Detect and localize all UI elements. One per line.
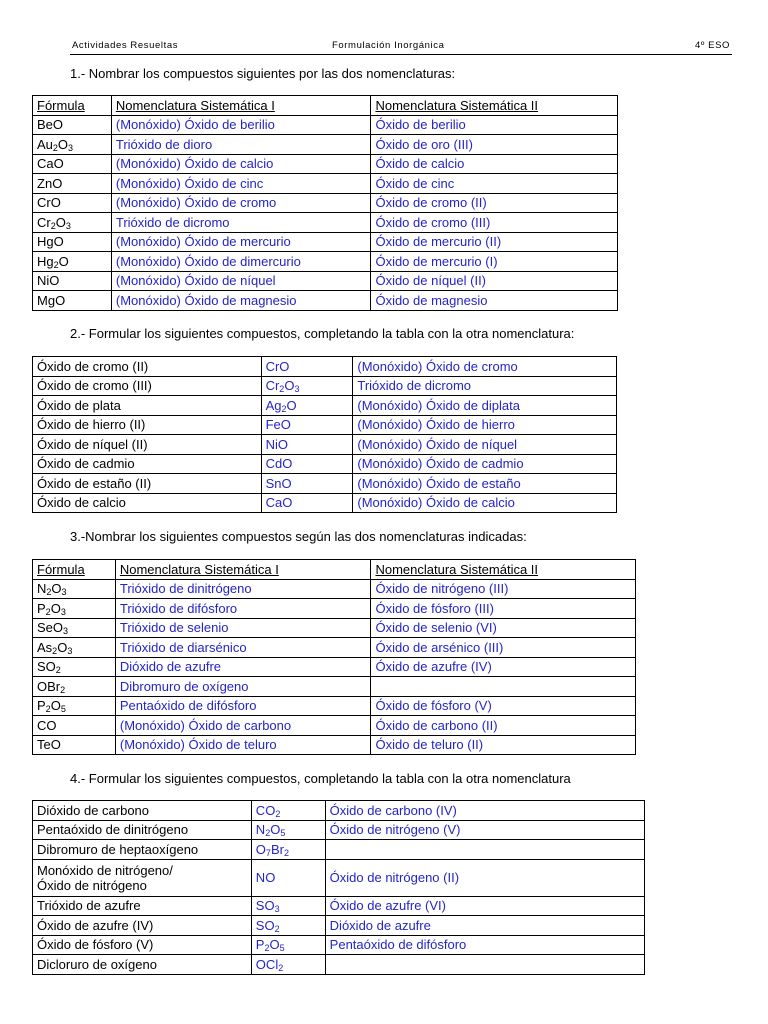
q4-name-cell: Óxido de azufre (IV) <box>33 916 252 936</box>
q1-nom1-cell: Trióxido de dicromo <box>111 213 371 233</box>
q3-nom1-cell: Trióxido de selenio <box>115 618 371 638</box>
table-row <box>33 474 617 494</box>
q4-name-cell: Trióxido de azufre <box>33 896 252 916</box>
table-row <box>33 357 617 377</box>
q1-header-nom1: Nomenclatura Sistemática I <box>111 96 371 116</box>
q3-nom1-cell: Trióxido de diarsénico <box>115 638 371 658</box>
table-row <box>33 716 636 736</box>
q2-formula-cell: CrO <box>261 357 353 377</box>
table-row <box>33 454 617 474</box>
q2-formula-cell: $Ag_2O$ <box>261 396 353 416</box>
q4-name-cell: Dibromuro de heptaoxígeno <box>33 840 252 860</box>
table-row <box>33 213 618 233</box>
header-right: 4º ESO <box>694 40 730 51</box>
q2-name-cell: Óxido de hierro (II) <box>33 415 262 435</box>
table-row <box>33 493 617 513</box>
q2-formula-cell: FeO <box>261 415 353 435</box>
table-row <box>33 618 636 638</box>
q1-nom2-cell: Óxido de oro (III) <box>371 135 618 155</box>
q1-nom1-cell: (Monóxido) Óxido de níquel <box>111 271 371 291</box>
table-row <box>33 135 618 155</box>
table-row <box>33 174 618 194</box>
q4-table <box>32 800 645 975</box>
table-row <box>33 955 645 975</box>
q4-other-cell: Pentaóxido de difósforo <box>325 935 644 955</box>
q3-header-nom1: Nomenclatura Sistemática I <box>115 560 371 580</box>
q2-formula-cell: NiO <box>261 435 353 455</box>
q3-formula-cell: $As_2O_3$ <box>33 638 116 658</box>
q1-formula-cell: $Cr_2O_3$ <box>33 213 112 233</box>
q2-other-cell: (Monóxido) Óxido de cromo <box>353 357 617 377</box>
q4-name-cell: Óxido de fósforo (V) <box>33 935 252 955</box>
q1-title: 1.- Nombrar los compuestos siguientes por las dos nomenclaturas: <box>70 66 456 81</box>
q1-formula-cell: CrO <box>33 193 112 213</box>
q2-formula-cell: CaO <box>261 493 353 513</box>
q1-nom2-cell: Óxido de níquel (II) <box>371 271 618 291</box>
table-row <box>33 271 618 291</box>
q1-formula-cell: NiO <box>33 271 112 291</box>
q1-nom1-cell: (Monóxido) Óxido de cromo <box>111 193 371 213</box>
q1-nom1-cell: Trióxido de dioro <box>111 135 371 155</box>
q1-nom1-cell: (Monóxido) Óxido de calcio <box>111 154 371 174</box>
q3-nom2-cell <box>371 677 636 697</box>
table-row <box>33 415 617 435</box>
q2-other-cell: (Monóxido) Óxido de hierro <box>353 415 617 435</box>
q1-nom2-cell: Óxido de cinc <box>371 174 618 194</box>
q3-formula-cell: $SO_2$ <box>33 657 116 677</box>
table-row <box>33 916 645 936</box>
table-row <box>33 820 645 840</box>
q3-nom1-cell: Pentaóxido de difósforo <box>115 696 371 716</box>
q3-nom2-cell: Óxido de fósforo (V) <box>371 696 636 716</box>
q3-formula-cell: CO <box>33 716 116 736</box>
q3-header-nom2: Nomenclatura Sistemática II <box>371 560 636 580</box>
q4-other-cell: Dióxido de azufre <box>325 916 644 936</box>
q2-name-cell: Óxido de níquel (II) <box>33 435 262 455</box>
header-center: Formulación Inorgánica <box>332 40 445 51</box>
q4-formula-cell: $CO_2$ <box>251 801 325 821</box>
q4-name-cell: Dióxido de carbono <box>33 801 252 821</box>
q1-formula-cell: CaO <box>33 154 112 174</box>
q2-formula-cell: CdO <box>261 454 353 474</box>
table-row <box>33 579 636 599</box>
q4-title: 4.- Formular los siguientes compuestos, completando la tabla con la otra nomenclatura <box>70 771 571 786</box>
table-row <box>33 801 645 821</box>
page-header <box>70 40 732 55</box>
q2-name-cell: Óxido de cadmio <box>33 454 262 474</box>
q4-other-cell <box>325 840 644 860</box>
q3-nom1-cell: Dióxido de azufre <box>115 657 371 677</box>
q1-nom2-cell: Óxido de mercurio (II) <box>371 232 618 252</box>
table-row <box>33 232 618 252</box>
q4-formula-cell: OCl$_2$ <box>251 955 325 975</box>
table-row <box>33 115 618 135</box>
q4-name-cell: Dicloruro de oxígeno <box>33 955 252 975</box>
q3-nom2-cell: Óxido de carbono (II) <box>371 716 636 736</box>
table-row <box>33 657 636 677</box>
q2-table <box>32 356 617 513</box>
q3-nom2-cell: Óxido de teluro (II) <box>371 735 636 755</box>
q2-other-cell: Trióxido de dicromo <box>353 376 617 396</box>
q4-formula-cell: $N_2O_5$ <box>251 820 325 840</box>
table-row <box>33 252 618 272</box>
q3-formula-cell: $P_2O_5$ <box>33 696 116 716</box>
q1-nom2-cell: Óxido de calcio <box>371 154 618 174</box>
q4-formula-cell: $SO_3$ <box>251 896 325 916</box>
table-row <box>33 696 636 716</box>
q1-table <box>32 95 618 311</box>
table-row <box>33 677 636 697</box>
q4-formula-cell: $P_2O_5$ <box>251 935 325 955</box>
q1-nom1-cell: (Monóxido) Óxido de dimercurio <box>111 252 371 272</box>
table-row <box>33 154 618 174</box>
q3-title: 3.-Nombrar los siguientes compuestos según las dos nomenclaturas indicadas: <box>70 529 527 544</box>
q3-header-formula: Fórmula <box>33 560 116 580</box>
q1-nom2-cell: Óxido de cromo (III) <box>371 213 618 233</box>
table-row <box>33 638 636 658</box>
q3-nom2-cell: Óxido de fósforo (III) <box>371 599 636 619</box>
q3-formula-cell: $N_2O_3$ <box>33 579 116 599</box>
table-row <box>33 435 617 455</box>
q1-nom1-cell: (Monóxido) Óxido de mercurio <box>111 232 371 252</box>
q4-other-cell <box>325 955 644 975</box>
q1-nom2-cell: Óxido de magnesio <box>371 291 618 311</box>
q1-formula-cell: MgO <box>33 291 112 311</box>
q4-other-cell: Óxido de nitrógeno (II) <box>325 859 644 896</box>
q1-formula-cell: ZnO <box>33 174 112 194</box>
q2-other-cell: (Monóxido) Óxido de calcio <box>353 493 617 513</box>
q1-nom1-cell: (Monóxido) Óxido de berilio <box>111 115 371 135</box>
q4-name-cell: Pentaóxido de dinitrógeno <box>33 820 252 840</box>
table-row <box>33 896 645 916</box>
q2-other-cell: (Monóxido) Óxido de diplata <box>353 396 617 416</box>
q2-formula-cell: SnO <box>261 474 353 494</box>
q2-name-cell: Óxido de estaño (II) <box>33 474 262 494</box>
table-row <box>33 599 636 619</box>
q2-formula-cell: $Cr_2O_3$ <box>261 376 353 396</box>
q1-formula-cell: $Hg_2O$ <box>33 252 112 272</box>
table-row <box>33 840 645 860</box>
q2-title: 2.- Formular los siguientes compuestos, completando la tabla con la otra nomenclatura: <box>70 326 575 341</box>
q3-nom1-cell: Trióxido de dinitrógeno <box>115 579 371 599</box>
table-row <box>33 396 617 416</box>
q3-formula-cell: SeO$_3$ <box>33 618 116 638</box>
q1-nom2-cell: Óxido de mercurio (I) <box>371 252 618 272</box>
header-left: Actividades Resueltas <box>72 40 179 51</box>
q3-formula-cell: $P_2O_3$ <box>33 599 116 619</box>
q2-other-cell: (Monóxido) Óxido de cadmio <box>353 454 617 474</box>
q3-nom2-cell: Óxido de azufre (IV) <box>371 657 636 677</box>
table-row <box>33 193 618 213</box>
q4-formula-cell: NO <box>251 859 325 896</box>
table-row <box>33 859 645 896</box>
q4-formula-cell: $SO_2$ <box>251 916 325 936</box>
q3-nom2-cell: Óxido de selenio (VI) <box>371 618 636 638</box>
q1-header-nom2: Nomenclatura Sistemática II <box>371 96 618 116</box>
q4-other-cell: Óxido de carbono (IV) <box>325 801 644 821</box>
q3-formula-cell: OBr$_2$ <box>33 677 116 697</box>
q4-other-cell: Óxido de nitrógeno (V) <box>325 820 644 840</box>
q1-nom2-cell: Óxido de berilio <box>371 115 618 135</box>
table-row <box>33 376 617 396</box>
q4-formula-cell: $O_7Br_2$ <box>251 840 325 860</box>
q1-formula-cell: HgO <box>33 232 112 252</box>
q4-other-cell: Óxido de azufre (VI) <box>325 896 644 916</box>
q2-name-cell: Óxido de plata <box>33 396 262 416</box>
q2-other-cell: (Monóxido) Óxido de níquel <box>353 435 617 455</box>
q3-nom2-cell: Óxido de arsénico (III) <box>371 638 636 658</box>
q3-nom1-cell: Trióxido de difósforo <box>115 599 371 619</box>
q1-nom1-cell: (Monóxido) Óxido de cinc <box>111 174 371 194</box>
q3-nom2-cell: Óxido de nitrógeno (III) <box>371 579 636 599</box>
q2-name-cell: Óxido de cromo (III) <box>33 376 262 396</box>
q2-name-cell: Óxido de cromo (II) <box>33 357 262 377</box>
table-row <box>33 291 618 311</box>
q2-name-cell: Óxido de calcio <box>33 493 262 513</box>
q4-name-cell: Monóxido de nitrógeno/ Óxido de nitrógeno <box>33 859 252 896</box>
table-row <box>33 735 636 755</box>
q3-nom1-cell: (Monóxido) Óxido de carbono <box>115 716 371 736</box>
q1-header-formula: Fórmula <box>33 96 112 116</box>
q3-nom1-cell: (Monóxido) Óxido de teluro <box>115 735 371 755</box>
table-row <box>33 935 645 955</box>
q3-table <box>32 559 636 755</box>
q1-nom1-cell: (Monóxido) Óxido de magnesio <box>111 291 371 311</box>
q3-nom1-cell: Dibromuro de oxígeno <box>115 677 371 697</box>
q2-other-cell: (Monóxido) Óxido de estaño <box>353 474 617 494</box>
q1-formula-cell: $Au_2O_3$ <box>33 135 112 155</box>
q3-formula-cell: TeO <box>33 735 116 755</box>
q1-nom2-cell: Óxido de cromo (II) <box>371 193 618 213</box>
q1-formula-cell: BeO <box>33 115 112 135</box>
